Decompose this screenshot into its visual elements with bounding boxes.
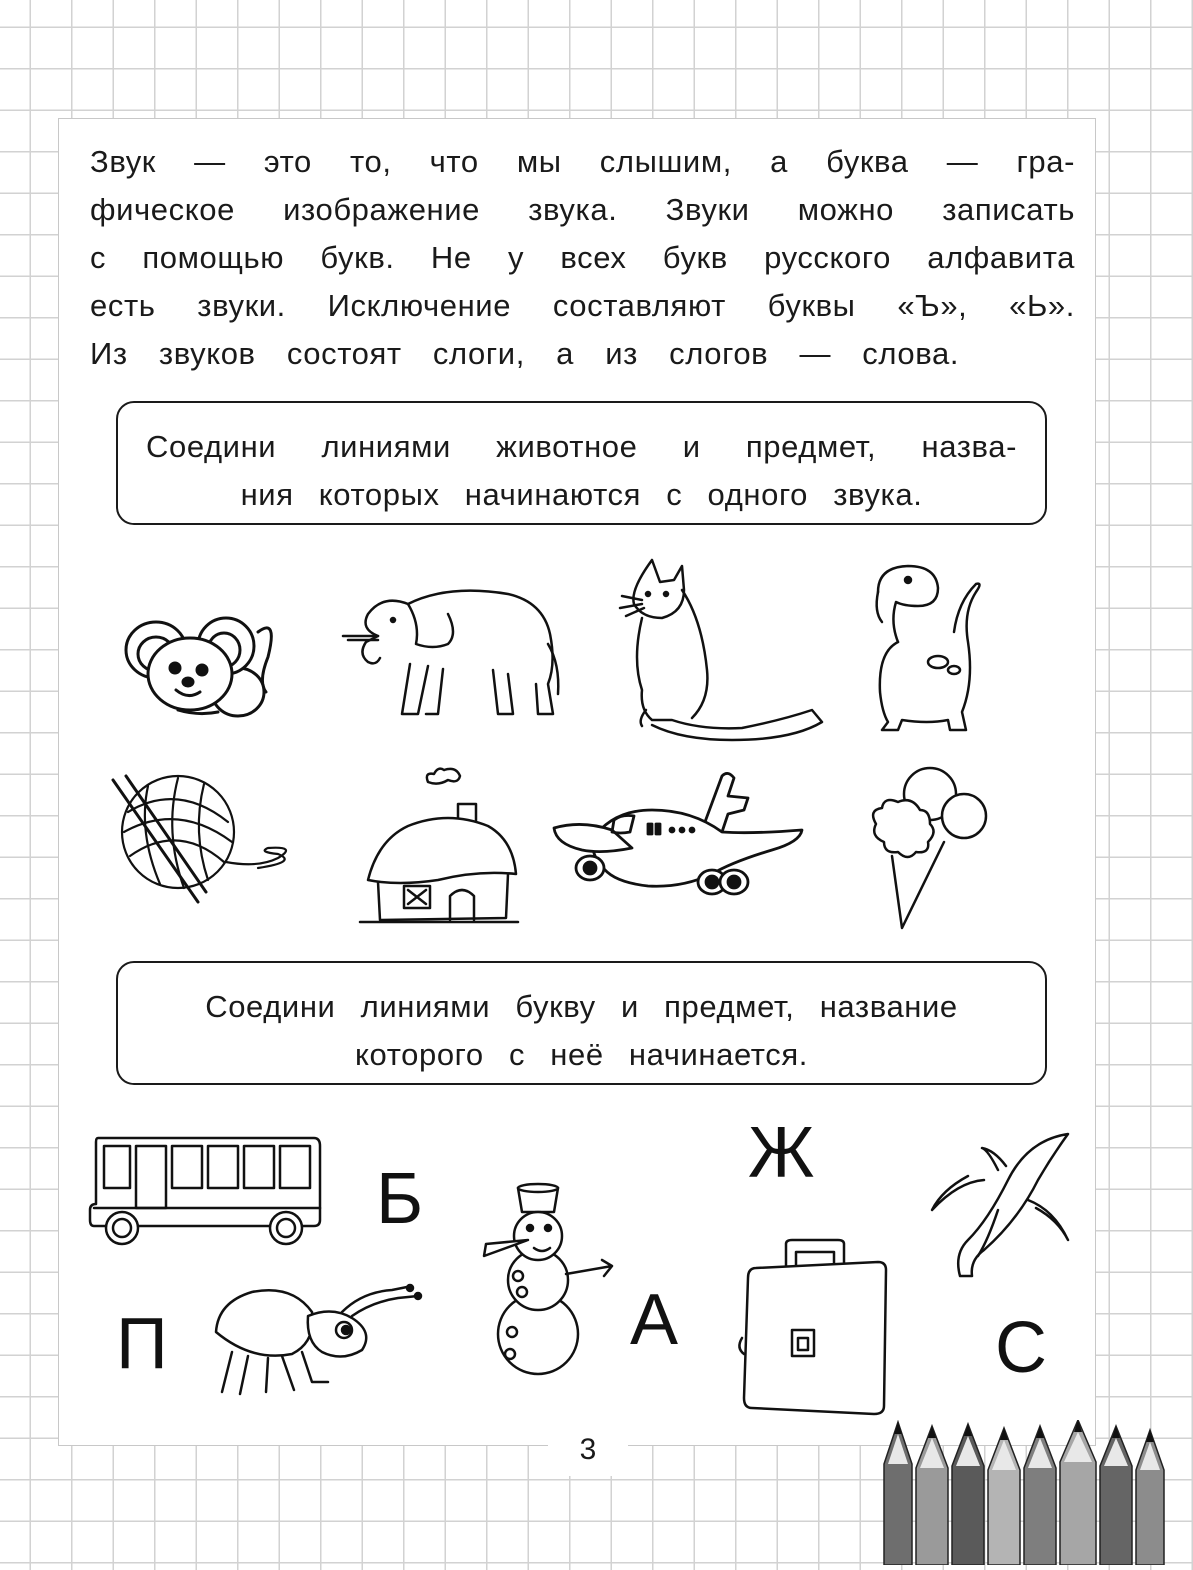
airplane-icon[interactable]: [552, 770, 812, 905]
cat-icon[interactable]: [612, 560, 827, 745]
bus-icon[interactable]: [88, 1134, 326, 1249]
beetle-icon[interactable]: [212, 1282, 427, 1397]
task-box-letters: [116, 961, 1047, 1085]
intro-line: фическое изображение звука. Звуки можно записать: [90, 192, 1075, 227]
letter-s[interactable]: С: [995, 1308, 1047, 1388]
letter-zh[interactable]: Ж: [748, 1113, 815, 1193]
yarn-ball-icon[interactable]: [108, 772, 308, 907]
letter-p[interactable]: П: [116, 1304, 168, 1384]
dinosaur-icon[interactable]: [858, 562, 993, 737]
page-number: 3: [548, 1424, 628, 1476]
task-line: Соедини линиями животное и предмет, назва-: [146, 429, 1017, 464]
intro-line: Звук — это то, что мы слышим, а буква — гра-: [90, 144, 1075, 179]
ice-cream-icon[interactable]: [868, 766, 988, 931]
briefcase-icon[interactable]: [738, 1238, 893, 1418]
banana-icon[interactable]: [918, 1130, 1078, 1285]
intro-line: есть звуки. Исключение составляют буквы «Ъ», «Ь».: [90, 288, 1075, 323]
letter-a[interactable]: А: [630, 1280, 679, 1360]
task-line: которого с неё начинается.: [355, 1037, 808, 1072]
task-box-animals: [116, 401, 1047, 525]
letter-b[interactable]: Б: [376, 1159, 424, 1239]
pencils-decoration: [880, 1420, 1165, 1570]
elephant-icon[interactable]: [338, 574, 563, 719]
mouse-icon[interactable]: [118, 612, 278, 722]
task-line: Соедини линиями букву и предмет, название: [205, 989, 958, 1024]
task-line: ния которых начинаются с одного звука.: [240, 477, 923, 512]
house-icon[interactable]: [358, 770, 523, 930]
intro-line: с помощью букв. Не у всех букв русского алфавита: [90, 240, 1075, 275]
intro-line: Из звуков состоят слоги, а из слогов — слова.: [90, 336, 960, 371]
intro-paragraph: [90, 138, 1075, 378]
snowman-icon[interactable]: [474, 1182, 624, 1377]
